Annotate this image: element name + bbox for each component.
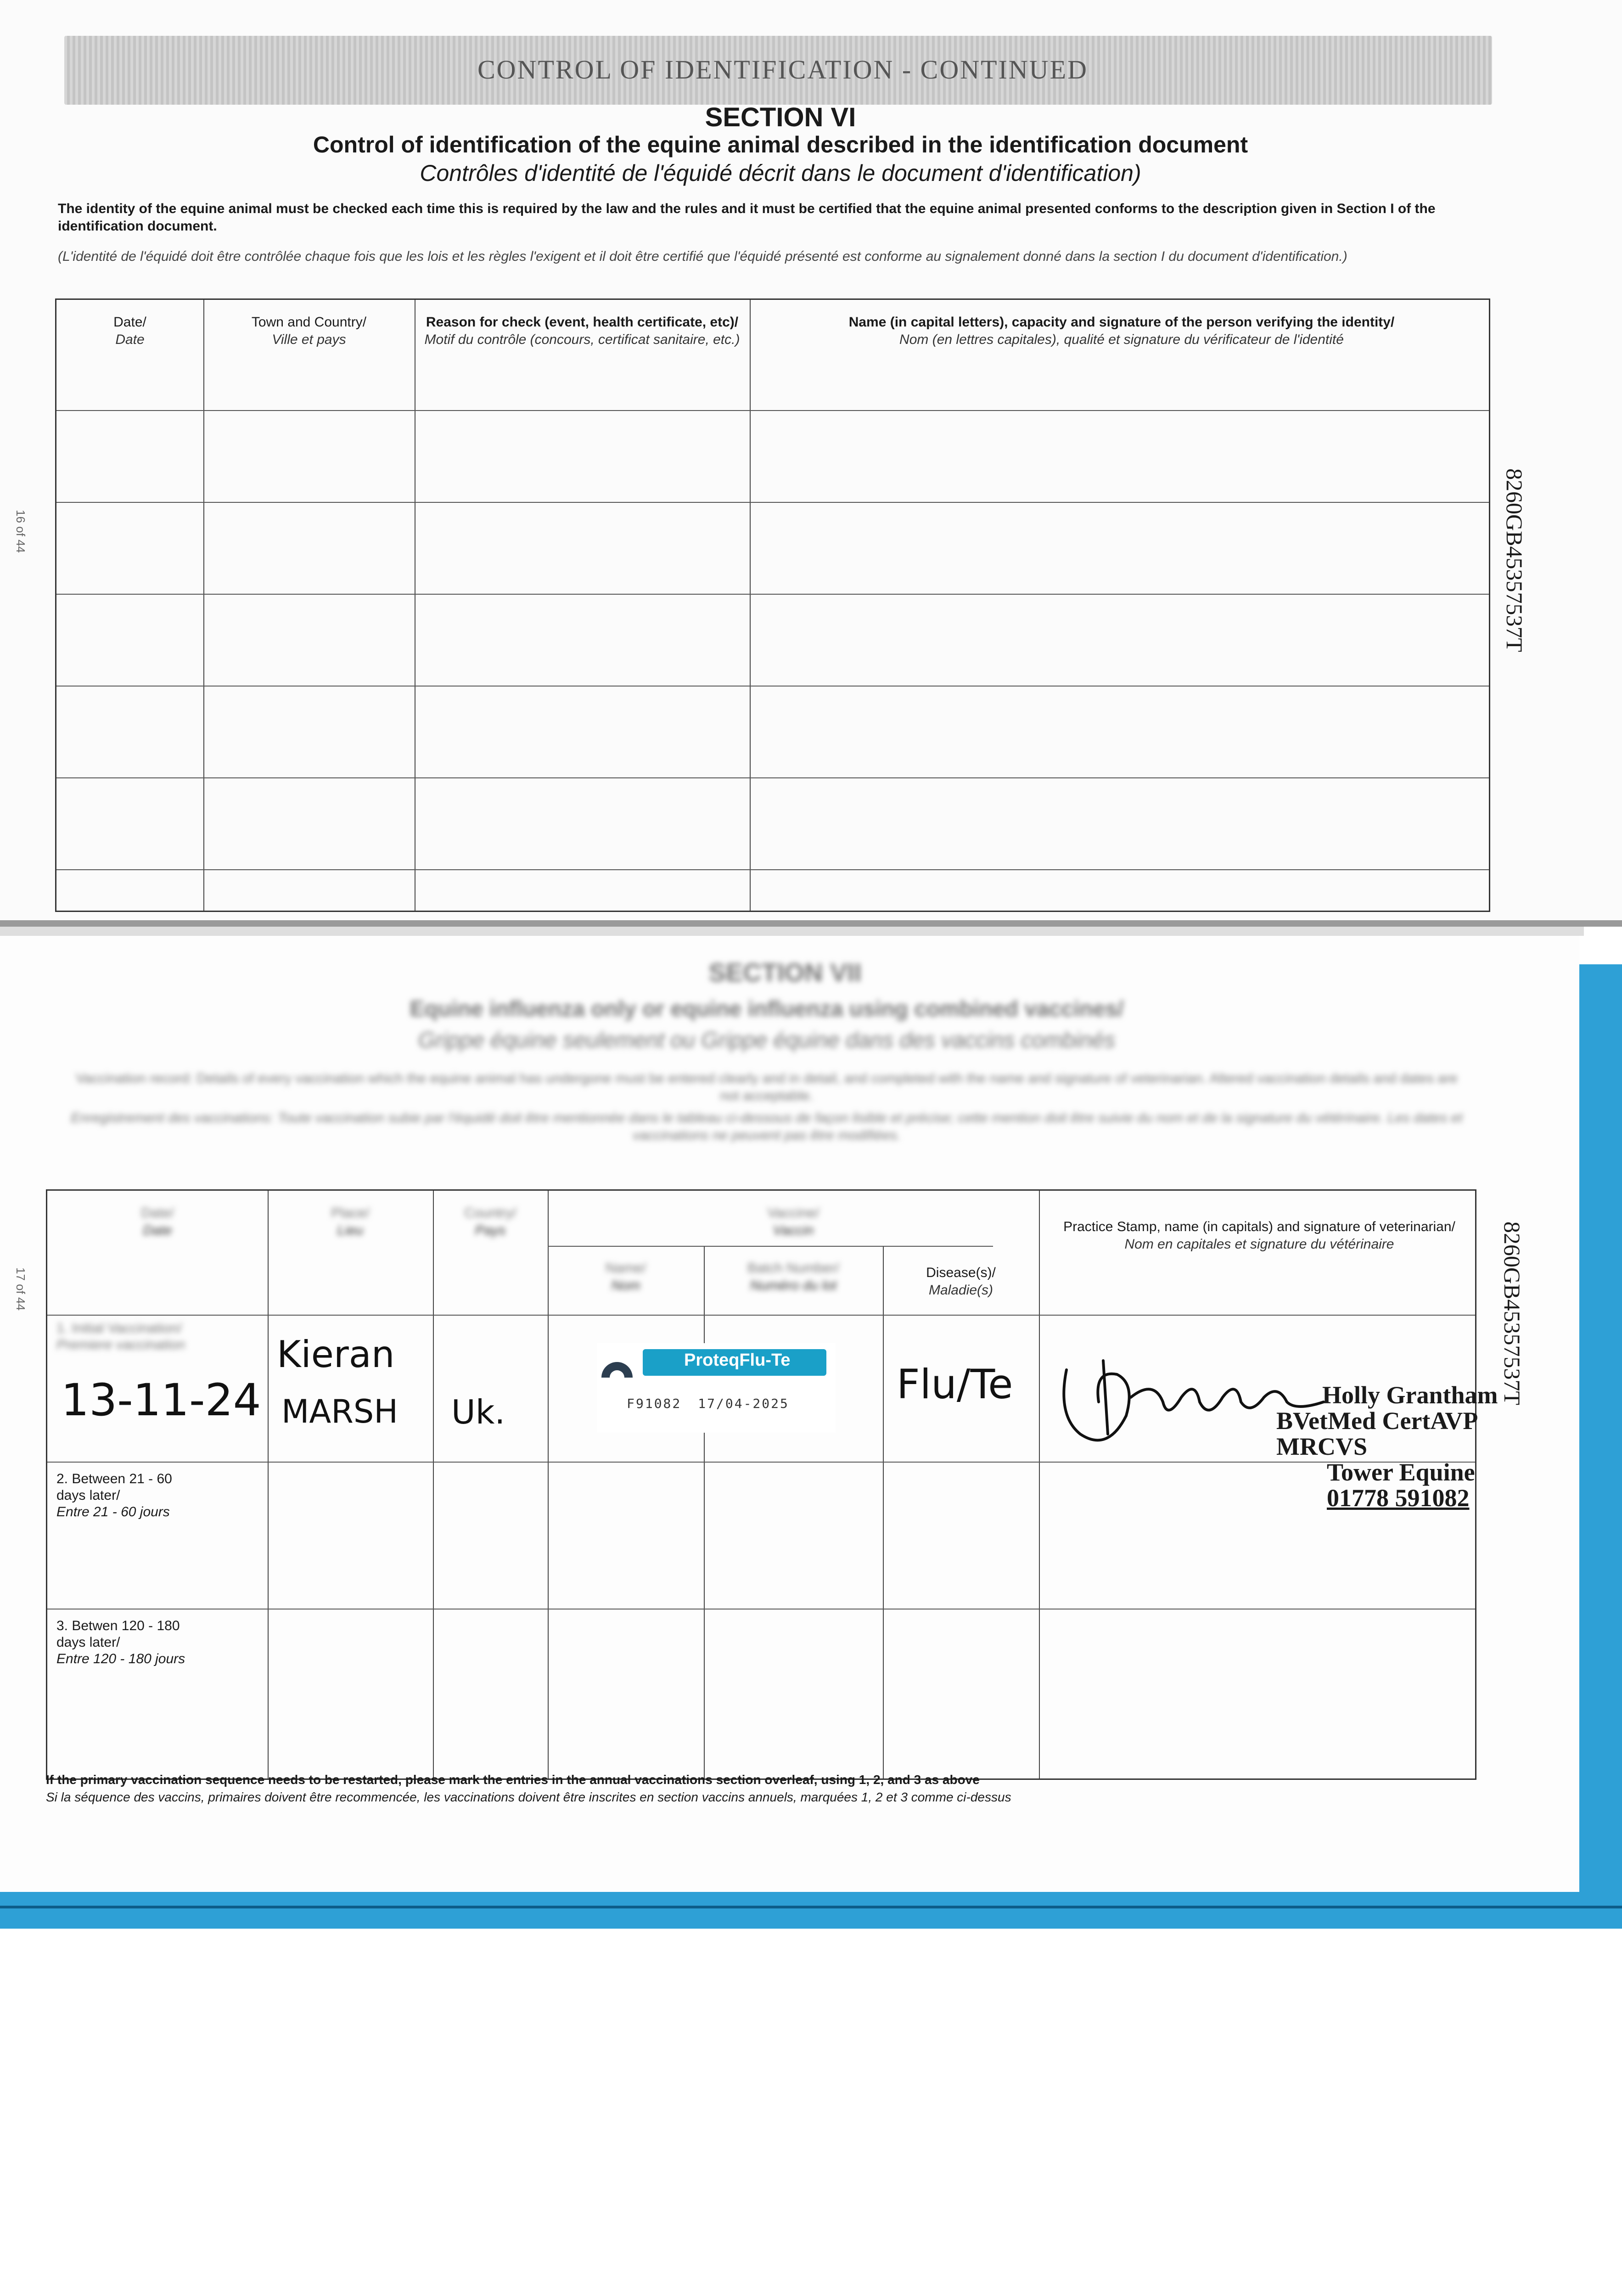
row-label-third: 3. Betwen 120 - 180 days later/ Entre 120 - 180 jours bbox=[56, 1618, 185, 1666]
entry-country: Uk. bbox=[451, 1393, 505, 1431]
header-date: Date/ Date bbox=[141, 1205, 174, 1238]
section-vi-title: SECTION VI bbox=[705, 102, 856, 132]
section-vi-heading-fr: Contrôles d'identité de l'équidé décrit dans le document d'identification) bbox=[420, 160, 1141, 186]
section-vi-heading-en: Control of identification of the equine animal described in the identification document bbox=[313, 132, 1248, 158]
page-number-top: 16 of 44 bbox=[14, 510, 28, 553]
cover-edge-bottom bbox=[0, 1892, 1622, 1929]
banner-title: CONTROL OF IDENTIFICATION - CONTINUED bbox=[477, 55, 1088, 84]
vaccine-batch-sticker bbox=[597, 1343, 836, 1433]
header-verifier: Name (in capital letters), capacity and signature of the person verifying the identity/ Nom (en lettres capitales), qualité et signature du vérificateur de l'identité bbox=[848, 315, 1395, 347]
sticker-brand: ProteqFlu-Te bbox=[684, 1351, 791, 1370]
entry-date: 13-11-24 bbox=[61, 1374, 261, 1426]
entry-place-line1: Kieran bbox=[277, 1333, 395, 1376]
section-vii-instruction-fr: Enregistrement des vaccinations: Toute vaccination subie par l'équidé doit être mentionnée dans le tableau ci-dessous de façon lisible et précise; cette mention doit être suivie du nom et de la signature du vétérinaire. Les dates et vaccinations ne peuvent pas être modifiées. bbox=[71, 1110, 1463, 1143]
page-seam-shadow bbox=[0, 927, 1584, 936]
footnote-en: If the primary vaccination sequence needs to be restarted, please mark the entries in the annual vaccinations section overleaf, using 1, 2, and 3 as above bbox=[46, 1773, 980, 1787]
page-seam bbox=[0, 920, 1622, 927]
section-vi-instruction-en: The identity of the equine animal must be checked each time this is required by the law and the rules and it must be certified that the equine animal presented conforms to the description given in Section I of the identification document. bbox=[58, 201, 1436, 234]
cover-edge-right bbox=[1579, 964, 1622, 1942]
header-country: Country/ Pays bbox=[464, 1205, 516, 1238]
header-town-country: Town and Country/ Ville et pays bbox=[251, 315, 367, 347]
row-label-second: 2. Between 21 - 60 days later/ Entre 21 - 60 jours bbox=[56, 1471, 172, 1519]
passport-number-top: 8260GB45357537T bbox=[1502, 468, 1527, 652]
sticker-details: F91082 17/04-2025 bbox=[627, 1396, 789, 1411]
header-vaccine-name: Name/ Nom bbox=[605, 1261, 646, 1293]
footnote-fr: Si la séquence des vaccins, primaires doivent être recommencée, les vaccinations doivent être inscrites en section vaccins annuels, marquées 1, 2 et 3 comme ci-dessus bbox=[46, 1790, 1011, 1804]
page-number-bottom: 17 of 44 bbox=[14, 1267, 28, 1311]
identity-check-table bbox=[55, 298, 1490, 912]
scan-background bbox=[0, 1929, 1622, 2296]
entry-place-line2: MARSH bbox=[281, 1393, 398, 1430]
section-vii-heading-en: Equine influenza only or equine influenza using combined vaccines/ bbox=[410, 997, 1124, 1021]
header-place: Place/ Lieu bbox=[331, 1205, 370, 1238]
row-label-initial: 1. Initial Vaccination/ Premiere vaccination bbox=[56, 1321, 185, 1352]
header-date: Date/ Date bbox=[113, 315, 146, 347]
section-vi-instruction-fr: (L'identité de l'équidé doit être contrôlée chaque fois que les lois et les règles l'exigent et il doit être certifié que l'équidé présenté est conforme au signalement donné dans la section I du document d'identification.) bbox=[58, 249, 1347, 264]
passport-number-bottom: 8260GB45357537T bbox=[1499, 1221, 1525, 1405]
entry-disease: Flu/Te bbox=[897, 1361, 1013, 1408]
vaccination-table bbox=[46, 1189, 1476, 1780]
cover-edge-line bbox=[0, 1906, 1622, 1908]
header-reason: Reason for check (event, health certificate, etc)/ Motif du contrôle (concours, certificat sanitaire, etc.) bbox=[424, 315, 740, 347]
header-disease: Disease(s)/ Maladie(s) bbox=[926, 1265, 996, 1298]
section-vii-title: SECTION VII bbox=[708, 958, 862, 987]
section-vii-instruction-en: Vaccination record: Details of every vaccination which the equine animal has undergone must be entered clearly and in detail, and completed with the name and signature of veterinarian. Altered vaccination details and dates are not acceptable. bbox=[76, 1071, 1458, 1103]
header-practice-stamp: Practice Stamp, name (in capitals) and signature of veterinarian/ Nom en capitales et signature du vétérinaire bbox=[1063, 1219, 1455, 1252]
practice-stamp: Holly Grantham BVetMed CertAVP MRCVS Tower Equine 01778 591082 bbox=[1276, 1381, 1498, 1512]
header-batch-number: Batch Number/ Numéro du lot bbox=[747, 1261, 840, 1293]
header-vaccine: Vaccine/ Vaccin bbox=[767, 1205, 819, 1238]
section-vii-heading-fr: Grippe équine seulement ou Grippe équine dans des vaccins combinés bbox=[418, 1028, 1116, 1052]
